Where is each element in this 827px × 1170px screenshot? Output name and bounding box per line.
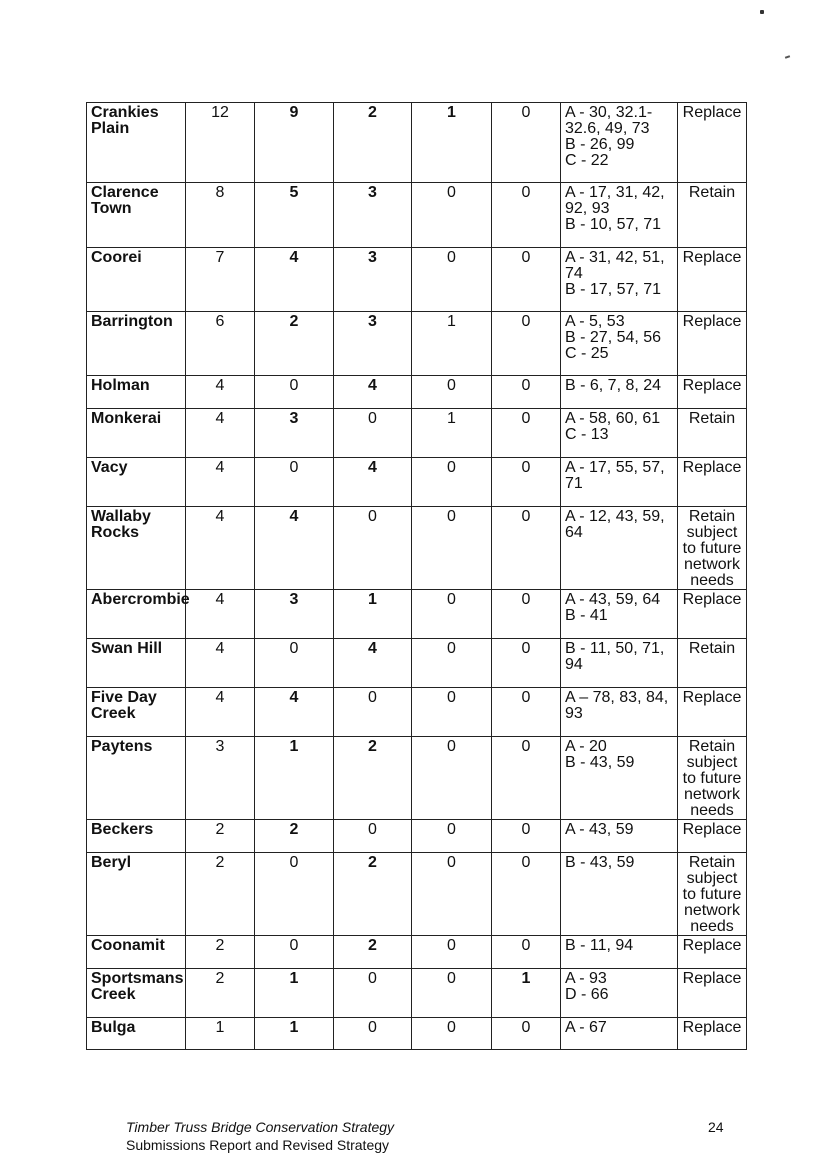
count-a-cell: 3 <box>255 590 334 639</box>
recommended-action-cell: Replace <box>678 969 747 1018</box>
count-d-cell: 0 <box>492 820 561 853</box>
recommended-action-cell: Retain subject to future network needs <box>678 507 747 590</box>
count-c-cell: 0 <box>412 590 492 639</box>
total-submissions-cell: 4 <box>186 458 255 507</box>
table-row <box>87 409 747 458</box>
total-submissions-cell: 2 <box>186 820 255 853</box>
count-b-cell: 0 <box>334 820 412 853</box>
count-d-cell: 0 <box>492 248 561 312</box>
table-row <box>87 590 747 639</box>
count-a-cell: 0 <box>255 458 334 507</box>
bridge-name-cell: Wallaby Rocks <box>87 507 186 590</box>
total-submissions-cell: 2 <box>186 936 255 969</box>
table-row <box>87 853 747 936</box>
count-a-cell: 0 <box>255 639 334 688</box>
count-a-cell: 4 <box>255 248 334 312</box>
submission-refs-cell: A - 17, 31, 42, 92, 93 B - 10, 57, 71 <box>561 183 678 248</box>
count-a-cell: 0 <box>255 853 334 936</box>
count-d-cell: 0 <box>492 1018 561 1050</box>
total-submissions-cell: 2 <box>186 853 255 936</box>
table-row <box>87 183 747 248</box>
count-c-cell: 0 <box>412 507 492 590</box>
submission-refs-cell: A - 5, 53 B - 27, 54, 56 C - 25 <box>561 312 678 376</box>
recommended-action-cell: Replace <box>678 936 747 969</box>
total-submissions-cell: 4 <box>186 688 255 737</box>
count-a-cell: 2 <box>255 820 334 853</box>
count-c-cell: 0 <box>412 376 492 409</box>
count-d-cell: 1 <box>492 969 561 1018</box>
count-c-cell: 0 <box>412 1018 492 1050</box>
count-c-cell: 0 <box>412 969 492 1018</box>
recommended-action-cell: Replace <box>678 248 747 312</box>
table-body <box>87 103 747 1050</box>
table-row <box>87 312 747 376</box>
count-b-cell: 0 <box>334 1018 412 1050</box>
bridge-submissions-table <box>86 102 747 1050</box>
submission-refs-cell: A - 43, 59, 64 B - 41 <box>561 590 678 639</box>
count-c-cell: 0 <box>412 936 492 969</box>
bridge-name-cell: Beryl <box>87 853 186 936</box>
count-a-cell: 0 <box>255 376 334 409</box>
recommended-action-cell: Retain <box>678 183 747 248</box>
total-submissions-cell: 1 <box>186 1018 255 1050</box>
bridge-name-cell: Holman <box>87 376 186 409</box>
total-submissions-cell: 4 <box>186 409 255 458</box>
total-submissions-cell: 4 <box>186 590 255 639</box>
bridge-name-cell: Five Day Creek <box>87 688 186 737</box>
submission-refs-cell: A - 12, 43, 59, 64 <box>561 507 678 590</box>
total-submissions-cell: 8 <box>186 183 255 248</box>
count-b-cell: 3 <box>334 183 412 248</box>
total-submissions-cell: 4 <box>186 376 255 409</box>
bridge-name-cell: Vacy <box>87 458 186 507</box>
count-d-cell: 0 <box>492 458 561 507</box>
bridge-name-cell: Coorei <box>87 248 186 312</box>
recommended-action-cell: Replace <box>678 1018 747 1050</box>
bridge-name-cell: Sportsmans Creek <box>87 969 186 1018</box>
count-c-cell: 0 <box>412 853 492 936</box>
total-submissions-cell: 7 <box>186 248 255 312</box>
count-a-cell: 1 <box>255 1018 334 1050</box>
total-submissions-cell: 4 <box>186 507 255 590</box>
count-b-cell: 3 <box>334 248 412 312</box>
submission-refs-cell: A – 78, 83, 84, 93 <box>561 688 678 737</box>
table-row <box>87 458 747 507</box>
page-number: 24 <box>708 1119 724 1135</box>
count-c-cell: 0 <box>412 248 492 312</box>
submission-refs-cell: A - 31, 42, 51, 74 B - 17, 57, 71 <box>561 248 678 312</box>
bridge-name-cell: Swan Hill <box>87 639 186 688</box>
submission-refs-cell: A - 30, 32.1- 32.6, 49, 73 B - 26, 99 C - 22 <box>561 103 678 183</box>
bridge-name-cell: Monkerai <box>87 409 186 458</box>
submission-refs-cell: A - 67 <box>561 1018 678 1050</box>
scan-speck <box>760 10 764 14</box>
bridge-name-cell: Coonamit <box>87 936 186 969</box>
count-d-cell: 0 <box>492 409 561 458</box>
count-d-cell: 0 <box>492 853 561 936</box>
table-row <box>87 103 747 183</box>
bridge-name-cell: Clarence Town <box>87 183 186 248</box>
count-a-cell: 4 <box>255 688 334 737</box>
count-b-cell: 4 <box>334 458 412 507</box>
count-b-cell: 0 <box>334 507 412 590</box>
count-d-cell: 0 <box>492 103 561 183</box>
scan-speck <box>785 55 790 59</box>
table-row <box>87 639 747 688</box>
count-b-cell: 1 <box>334 590 412 639</box>
count-a-cell: 1 <box>255 737 334 820</box>
table-row <box>87 248 747 312</box>
table-row <box>87 507 747 590</box>
count-d-cell: 0 <box>492 936 561 969</box>
submission-refs-cell: B - 6, 7, 8, 24 <box>561 376 678 409</box>
recommended-action-cell: Replace <box>678 820 747 853</box>
count-c-cell: 0 <box>412 688 492 737</box>
count-b-cell: 2 <box>334 853 412 936</box>
table-row <box>87 820 747 853</box>
bridge-name-cell: Bulga <box>87 1018 186 1050</box>
count-c-cell: 0 <box>412 820 492 853</box>
submission-refs-cell: A - 20 B - 43, 59 <box>561 737 678 820</box>
count-d-cell: 0 <box>492 688 561 737</box>
submission-refs-cell: A - 93 D - 66 <box>561 969 678 1018</box>
recommended-action-cell: Retain subject to future network needs <box>678 853 747 936</box>
count-b-cell: 0 <box>334 969 412 1018</box>
table-row <box>87 737 747 820</box>
footer <box>126 1118 394 1154</box>
bridge-name-cell: Abercrombie <box>87 590 186 639</box>
document-subtitle: Submissions Report and Revised Strategy <box>126 1137 390 1153</box>
count-c-cell: 0 <box>412 458 492 507</box>
count-d-cell: 0 <box>492 737 561 820</box>
count-a-cell: 2 <box>255 312 334 376</box>
count-c-cell: 1 <box>412 312 492 376</box>
recommended-action-cell: Retain <box>678 409 747 458</box>
recommended-action-cell: Replace <box>678 458 747 507</box>
recommended-action-cell: Retain <box>678 639 747 688</box>
bridge-name-cell: Beckers <box>87 820 186 853</box>
submission-refs-cell: B - 43, 59 <box>561 853 678 936</box>
count-b-cell: 0 <box>334 688 412 737</box>
submission-refs-cell: A - 58, 60, 61 C - 13 <box>561 409 678 458</box>
count-c-cell: 0 <box>412 737 492 820</box>
recommended-action-cell: Replace <box>678 590 747 639</box>
count-b-cell: 2 <box>334 737 412 820</box>
count-a-cell: 9 <box>255 103 334 183</box>
total-submissions-cell: 3 <box>186 737 255 820</box>
count-d-cell: 0 <box>492 507 561 590</box>
count-d-cell: 0 <box>492 312 561 376</box>
count-b-cell: 3 <box>334 312 412 376</box>
count-b-cell: 2 <box>334 103 412 183</box>
count-c-cell: 0 <box>412 639 492 688</box>
count-a-cell: 1 <box>255 969 334 1018</box>
count-c-cell: 0 <box>412 183 492 248</box>
bridge-name-cell: Barrington <box>87 312 186 376</box>
count-d-cell: 0 <box>492 376 561 409</box>
submission-refs-cell: A - 17, 55, 57, 71 <box>561 458 678 507</box>
count-b-cell: 2 <box>334 936 412 969</box>
count-d-cell: 0 <box>492 590 561 639</box>
count-d-cell: 0 <box>492 183 561 248</box>
submission-refs-cell: B - 11, 50, 71, 94 <box>561 639 678 688</box>
table-row <box>87 969 747 1018</box>
total-submissions-cell: 12 <box>186 103 255 183</box>
count-b-cell: 0 <box>334 409 412 458</box>
recommended-action-cell: Replace <box>678 688 747 737</box>
table-row <box>87 1018 747 1050</box>
table-row <box>87 376 747 409</box>
document-title: Timber Truss Bridge Conservation Strategy <box>126 1119 395 1135</box>
recommended-action-cell: Replace <box>678 312 747 376</box>
count-d-cell: 0 <box>492 639 561 688</box>
submission-refs-cell: B - 11, 94 <box>561 936 678 969</box>
total-submissions-cell: 2 <box>186 969 255 1018</box>
count-c-cell: 1 <box>412 409 492 458</box>
count-b-cell: 4 <box>334 639 412 688</box>
table-row <box>87 936 747 969</box>
bridge-name-cell: Paytens <box>87 737 186 820</box>
total-submissions-cell: 4 <box>186 639 255 688</box>
total-submissions-cell: 6 <box>186 312 255 376</box>
count-b-cell: 4 <box>334 376 412 409</box>
bridge-name-cell: Crankies Plain <box>87 103 186 183</box>
submission-refs-cell: A - 43, 59 <box>561 820 678 853</box>
recommended-action-cell: Replace <box>678 103 747 183</box>
count-a-cell: 4 <box>255 507 334 590</box>
count-a-cell: 3 <box>255 409 334 458</box>
count-c-cell: 1 <box>412 103 492 183</box>
recommended-action-cell: Replace <box>678 376 747 409</box>
count-a-cell: 5 <box>255 183 334 248</box>
table-row <box>87 688 747 737</box>
count-a-cell: 0 <box>255 936 334 969</box>
recommended-action-cell: Retain subject to future network needs <box>678 737 747 820</box>
